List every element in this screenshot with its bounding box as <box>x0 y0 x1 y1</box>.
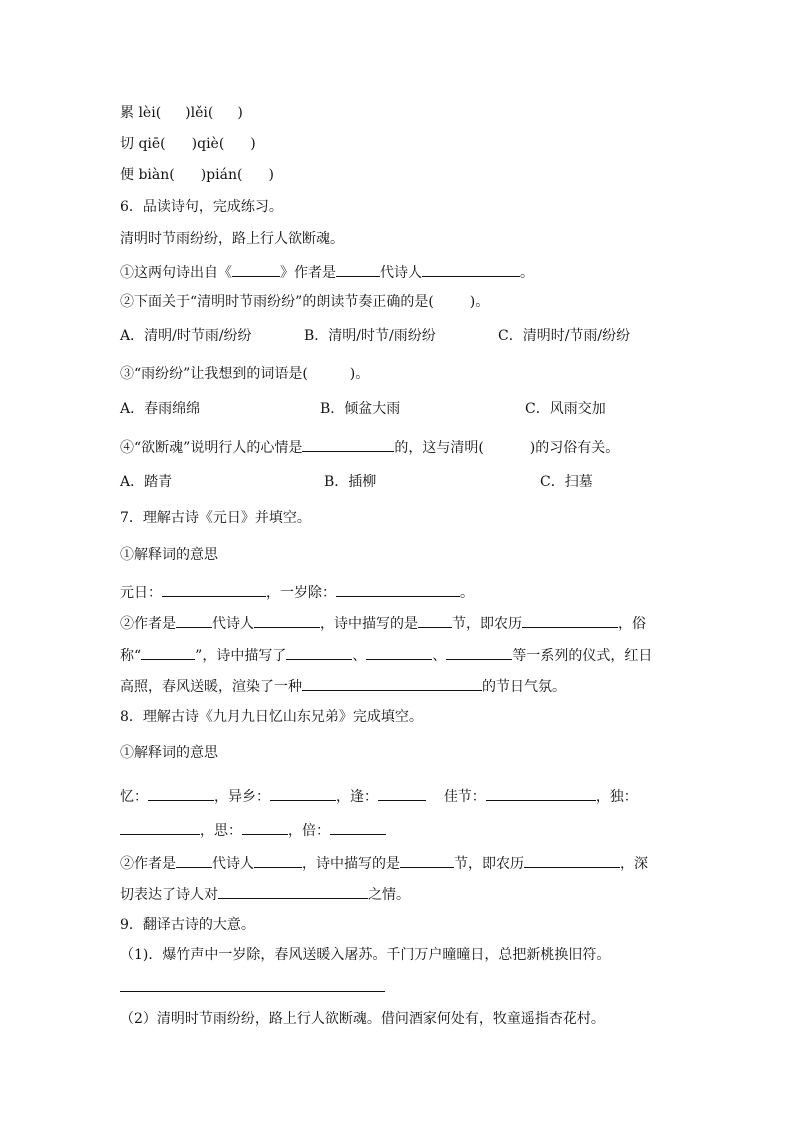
blank-dynasty[interactable] <box>176 853 212 868</box>
blank-dynasty[interactable] <box>336 262 380 277</box>
blank-ritual-3[interactable] <box>446 645 512 660</box>
q9-poem-2: （2）清明时节雨纷纷，路上行人欲断魂。借问酒家何处有，牧童遥指杏花村。 <box>120 1011 605 1027</box>
blank-feeling[interactable] <box>218 884 368 899</box>
blank-atmosphere[interactable] <box>302 676 482 691</box>
q8-title: 8．理解古诗《九月九日忆山东兄弟》完成填空。 <box>120 709 423 725</box>
blank-poet[interactable] <box>254 613 320 628</box>
blank-si[interactable] <box>242 820 288 835</box>
blank-poet[interactable] <box>422 262 520 277</box>
blank-festival[interactable] <box>400 853 454 868</box>
q7-l1: 元日： ，一岁除： 。 <box>120 582 474 602</box>
blank-du[interactable] <box>120 820 200 835</box>
answer-line[interactable] <box>120 991 385 992</box>
blank-yixiang[interactable] <box>270 786 336 801</box>
q7-l2: ②作者是 代诗人 ，诗中描写的是 节，即农历 ，俗 <box>120 613 646 633</box>
pinyin-line-lei: 累 lèi( )lěi( ) <box>120 105 243 121</box>
q6-s1: ①这两句诗出自《 》作者是 代诗人 。 <box>120 262 534 282</box>
pinyin-line-bian: 便 biàn( )pián( ) <box>120 167 274 183</box>
q8-l1: 忆： ，异乡： ，逢： 佳节： ，独： <box>120 786 638 806</box>
q6-s4-option-c[interactable]: C．扫墓 <box>540 474 593 490</box>
blank-mood[interactable] <box>302 437 394 452</box>
blank-feng[interactable] <box>378 786 426 801</box>
blank-yi[interactable] <box>148 786 214 801</box>
q6-s3: ③“雨纷纷”让我想到的词语是( )。 <box>120 366 370 382</box>
q6-s4-option-a[interactable]: A．踏青 <box>120 474 173 490</box>
blank-date[interactable] <box>522 613 618 628</box>
q9-title: 9．翻译古诗的大意。 <box>120 917 255 933</box>
q6-s2-option-a[interactable]: A．清明/时节雨/纷纷 <box>120 328 252 344</box>
char-qie: 切 <box>120 136 134 152</box>
q6-s4: ④“欲断魂”说明行人的心情是 的，这与清明( )的习俗有关。 <box>120 437 619 457</box>
q6-s3-option-b[interactable]: B．倾盆大雨 <box>320 401 401 417</box>
q7-l4: 高照，春风送暖，渲染了一种 的节日气氛。 <box>120 676 566 696</box>
blank-jiajie[interactable] <box>486 786 596 801</box>
blank-ritual-2[interactable] <box>366 645 432 660</box>
pinyin-line-qie: 切 qiē( )qiè( ) <box>120 136 256 152</box>
q6-s2-option-c[interactable]: C．清明时/节雨/纷纷 <box>498 328 631 344</box>
q8-l2: ，思： ，倍： <box>120 820 386 840</box>
q6-title: 6．品读诗句，完成练习。 <box>120 199 283 215</box>
q6-s2-option-b[interactable]: B．清明/时节/雨纷纷 <box>304 328 436 344</box>
blank-date[interactable] <box>524 853 620 868</box>
blank-alias[interactable] <box>141 645 195 660</box>
q6-poem: 清明时节雨纷纷，路上行人欲断魂。 <box>120 231 344 247</box>
q7-l3: 称“ ”，诗中描写了 、 、 等一系列的仪式，红日 <box>120 645 652 665</box>
char-lei: 累 <box>120 105 134 121</box>
blank-poet[interactable] <box>254 853 302 868</box>
blank-yisuichu[interactable] <box>336 582 460 597</box>
blank-bei[interactable] <box>330 820 386 835</box>
q6-s3-option-c[interactable]: C．风雨交加 <box>525 401 606 417</box>
q7-title: 7．理解古诗《元日》并填空。 <box>120 510 311 526</box>
q6-s2: ②下面关于“清明时节雨纷纷”的朗读节奏正确的是( )。 <box>120 294 490 310</box>
q8-l3: ②作者是 代诗人 ，诗中描写的是 节，即农历 ，深 <box>120 853 648 873</box>
q6-s3-option-a[interactable]: A．春雨绵绵 <box>120 401 201 417</box>
q9-poem-1: （1)．爆竹声中一岁除，春风送暖入屠苏。千门万户曈曈日，总把新桃换旧符。 <box>120 947 611 963</box>
char-bian: 便 <box>120 167 134 183</box>
q7-sub1: ①解释词的意思 <box>120 547 218 563</box>
blank-ritual-1[interactable] <box>286 645 352 660</box>
q8-l4: 切表达了诗人对 之情。 <box>120 884 410 904</box>
blank-dynasty[interactable] <box>176 613 212 628</box>
q6-s4-option-b[interactable]: B．插柳 <box>324 474 377 490</box>
blank-festival[interactable] <box>418 613 452 628</box>
q8-sub1: ①解释词的意思 <box>120 745 218 761</box>
blank-yuanri[interactable] <box>162 582 266 597</box>
blank-poem-title[interactable] <box>232 262 280 277</box>
